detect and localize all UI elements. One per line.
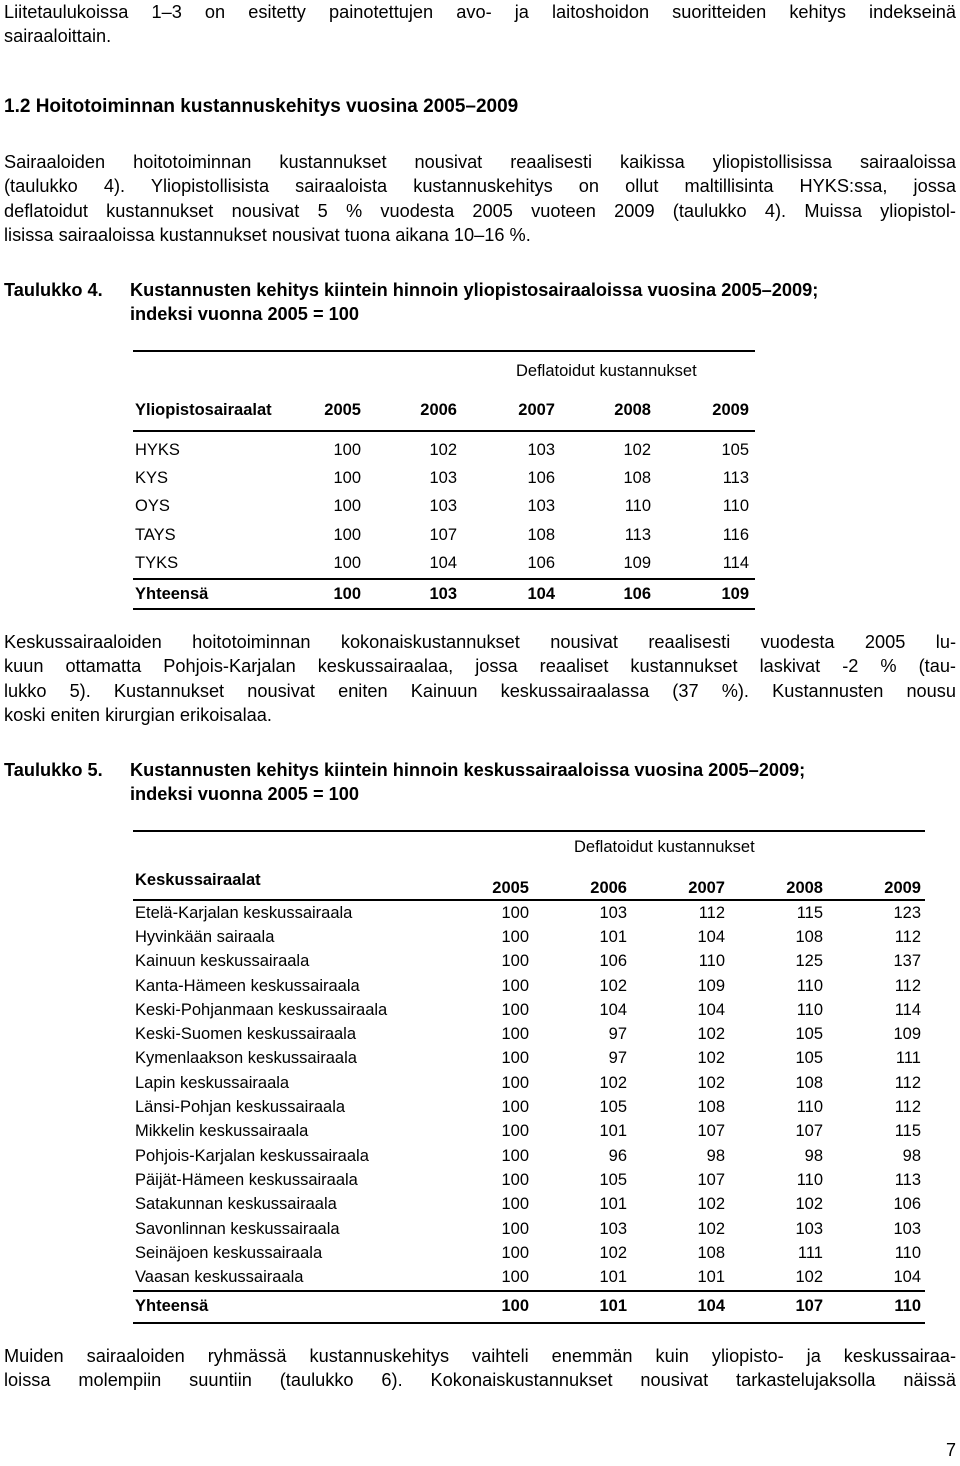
cell: 108: [623, 469, 651, 488]
cell: 100: [501, 1049, 529, 1068]
cell: 100: [501, 1219, 529, 1238]
cell: 108: [795, 927, 823, 946]
text-line: loissa molempiin suuntiin (taulukko 6). Kokonaiskustannukset nousivat tarkastelujaksolla näissä: [4, 1370, 956, 1391]
cell: 104: [697, 927, 725, 946]
cell: 105: [721, 440, 749, 459]
cell: 100: [501, 1195, 529, 1214]
cell: 100: [501, 1000, 529, 1019]
table-row: [133, 550, 755, 579]
cell: 110: [796, 1098, 823, 1117]
table5-caption-text: [130, 758, 960, 806]
cell: 111: [797, 1243, 823, 1262]
cell: 98: [706, 1146, 725, 1165]
cell: 100: [501, 1098, 529, 1117]
table-total-row: [133, 579, 755, 609]
cell: 107: [697, 1122, 725, 1141]
intro-paragraph: [4, 0, 956, 49]
cell: 101: [533, 1291, 631, 1323]
cell: 105: [795, 1049, 823, 1068]
table-row: [133, 1144, 925, 1168]
hospital-name: OYS: [135, 497, 170, 516]
year-header: 2005: [437, 862, 533, 900]
cell: 114: [722, 554, 749, 573]
year-header: 2007: [463, 390, 561, 431]
table-row: [133, 436, 755, 464]
cell: 100: [501, 1268, 529, 1287]
cell: 109: [697, 976, 725, 995]
cell: 109: [893, 1025, 921, 1044]
cell: 104: [599, 1000, 627, 1019]
table-super-header: [133, 831, 925, 862]
total-label: Yhteensä: [133, 1291, 437, 1323]
hospital-name: Keski-Pohjanmaan keskussairaala: [135, 1000, 388, 1019]
table-row: [133, 998, 925, 1022]
row-header: Yliopistosairaalat: [133, 390, 305, 431]
cell: 102: [697, 1219, 725, 1238]
cell: 100: [501, 1243, 529, 1262]
cell: 106: [527, 554, 555, 573]
cell: 102: [623, 440, 651, 459]
cell: 107: [697, 1170, 725, 1189]
table-row: [133, 521, 755, 549]
text-line: Liitetaulukoissa 1–3 on esitetty painotettujen avo- ja laitoshoidon suoritteiden kehitys indekseinä: [4, 2, 956, 22]
hospital-name: Vaasan keskussairaala: [135, 1268, 304, 1287]
table-row: [133, 1241, 925, 1265]
cell: 102: [697, 1049, 725, 1068]
cell: 110: [698, 952, 725, 971]
cell: 109: [657, 579, 755, 609]
cell: 100: [437, 1291, 533, 1323]
cell: 100: [333, 469, 361, 488]
cell: 102: [697, 1195, 725, 1214]
cell: 112: [894, 927, 921, 946]
cell: 103: [367, 579, 463, 609]
cell: 106: [599, 952, 627, 971]
caption-line: indeksi vuonna 2005 = 100: [130, 784, 359, 804]
total-label: Yhteensä: [133, 579, 305, 609]
hospital-name: Keski-Suomen keskussairaala: [135, 1025, 357, 1044]
cell: 108: [795, 1073, 823, 1092]
cell: 112: [698, 903, 725, 922]
table4-caption-label: Taulukko 4.: [4, 280, 103, 300]
cell: 97: [608, 1025, 627, 1044]
table-row: [133, 1193, 925, 1217]
year-header: 2009: [657, 390, 755, 431]
cell: 104: [631, 1291, 729, 1323]
year-header: 2009: [827, 862, 925, 900]
cell: 110: [796, 1000, 823, 1019]
cell: 107: [429, 525, 457, 544]
cell: 110: [624, 497, 651, 516]
cell: 111: [895, 1049, 921, 1068]
caption-line: Kustannusten kehitys kiintein hinnoin keskussairaaloissa vuosina 2005–2009;: [130, 760, 806, 780]
cell: 102: [599, 1243, 627, 1262]
text-line: deflatoidut kustannukset nousivat 5 % vuodesta 2005 vuoteen 2009 (taulukko 4). Muissa yliopistol-: [4, 200, 956, 221]
text-line: kuun ottamatta Pohjois-Karjalan keskussairaalaa, jossa reaaliset kustannukset laskivat -2 % (tau-: [4, 656, 956, 677]
text-line: Muiden sairaaloiden ryhmässä kustannuskehitys vaihteli enemmän kuin yliopisto- ja keskussairaa-: [4, 1346, 956, 1366]
cell: 96: [608, 1146, 627, 1165]
hospital-name: Hyvinkään sairaala: [135, 927, 275, 946]
table-header-row: [133, 390, 755, 431]
year-header: 2006: [367, 390, 463, 431]
cell: 100: [333, 554, 361, 573]
cell: 110: [894, 1243, 921, 1262]
cell: 101: [599, 1195, 627, 1214]
cell: 103: [599, 1219, 627, 1238]
cell: 100: [501, 976, 529, 995]
cell: 103: [795, 1219, 823, 1238]
year-header: 2005: [305, 390, 367, 431]
hospital-name: Kainuun keskussairaala: [135, 952, 310, 971]
hospital-name: Mikkelin keskussairaala: [135, 1122, 309, 1141]
year-header: 2008: [729, 862, 827, 900]
cell: 101: [599, 927, 627, 946]
cell: 100: [501, 903, 529, 922]
cell: 103: [429, 497, 457, 516]
table-row: [133, 925, 925, 949]
hospital-name: HYKS: [135, 440, 180, 459]
cell: 101: [697, 1268, 725, 1287]
year-header: 2008: [561, 390, 657, 431]
paragraph-3: [4, 1344, 956, 1393]
cell: 115: [894, 1122, 921, 1141]
cell: 112: [894, 1098, 921, 1117]
cell: 137: [893, 952, 921, 971]
table-row: [133, 974, 925, 998]
cell: 105: [599, 1170, 627, 1189]
hospital-name: KYS: [135, 469, 169, 488]
cell: 108: [527, 525, 555, 544]
cell: 100: [333, 440, 361, 459]
text-line: koski eniten kirurgian erikoisalaa.: [4, 705, 272, 726]
cell: 100: [501, 952, 529, 971]
cell: 103: [527, 440, 555, 459]
cell: 107: [729, 1291, 827, 1323]
table-row: [133, 1071, 925, 1095]
super-header-label: Deflatoidut kustannukset: [437, 831, 925, 862]
cell: 104: [697, 1000, 725, 1019]
table-row: [133, 1265, 925, 1290]
section-heading: 1.2 Hoitotoiminnan kustannuskehitys vuosina 2005–2009: [4, 96, 519, 117]
cell: 107: [795, 1122, 823, 1141]
table4-caption-text: [130, 278, 960, 326]
cell: 103: [527, 497, 555, 516]
cell: 113: [722, 469, 749, 488]
cell: 106: [561, 579, 657, 609]
cell: 102: [599, 976, 627, 995]
caption-line: Kustannusten kehitys kiintein hinnoin yliopistosairaaloissa vuosina 2005–2009;: [130, 280, 819, 300]
page-number: 7: [945, 1440, 956, 1460]
hospital-name: Kanta-Hämeen keskussairaala: [135, 976, 360, 995]
table-row: [133, 900, 925, 925]
super-header-label: Deflatoidut kustannukset: [305, 351, 755, 390]
paragraph-1: [4, 150, 956, 248]
cell: 102: [429, 440, 457, 459]
cell: 109: [623, 554, 651, 573]
hospital-name: Päijät-Hämeen keskussairaala: [135, 1170, 358, 1189]
cell: 108: [697, 1098, 725, 1117]
cell: 100: [501, 1025, 529, 1044]
hospital-name: Länsi-Pohjan keskussairaala: [135, 1098, 346, 1117]
cell: 113: [894, 1170, 921, 1189]
cell: 114: [894, 1000, 921, 1019]
cell: 97: [608, 1049, 627, 1068]
text-line: (taulukko 4). Yliopistollisista sairaaloista kustannuskehitys on ollut maltillisinta HYKS:ssa, jossa: [4, 176, 956, 197]
cell: 100: [501, 1073, 529, 1092]
year-header: 2007: [631, 862, 729, 900]
cell: 100: [501, 1170, 529, 1189]
table-row: [133, 1047, 925, 1071]
hospital-name: Etelä-Karjalan keskussairaala: [135, 903, 353, 922]
cell: 112: [894, 1073, 921, 1092]
row-header: Keskussairaalat: [133, 862, 437, 900]
cell: 110: [722, 497, 749, 516]
cell: 98: [902, 1146, 921, 1165]
table-row: [133, 1095, 925, 1119]
cell: 100: [333, 497, 361, 516]
cell: 100: [501, 1122, 529, 1141]
cell: 106: [527, 469, 555, 488]
cell: 103: [893, 1219, 921, 1238]
cell: 116: [722, 525, 749, 544]
table4: [133, 350, 755, 610]
table-total-row: [133, 1291, 925, 1323]
table-row: [133, 1022, 925, 1046]
table-row: [133, 1217, 925, 1241]
cell: 100: [501, 927, 529, 946]
text-line: lisissa sairaaloissa kustannukset nousivat tuona aikana 10–16 %.: [4, 225, 531, 246]
table-header-row: [133, 862, 925, 900]
hospital-name: Seinäjoen keskussairaala: [135, 1243, 323, 1262]
cell: 108: [697, 1243, 725, 1262]
cell: 100: [333, 525, 361, 544]
cell: 110: [796, 1170, 823, 1189]
cell: 104: [893, 1268, 921, 1287]
hospital-name: TYKS: [135, 554, 179, 573]
paragraph-2: [4, 630, 956, 728]
cell: 105: [599, 1098, 627, 1117]
text-line: Sairaaloiden hoitotoiminnan kustannukset nousivat reaalisesti kaikissa yliopistollisissa sairaaloissa: [4, 152, 956, 172]
cell: 115: [796, 903, 823, 922]
cell: 125: [795, 952, 823, 971]
cell: 102: [599, 1073, 627, 1092]
cell: 110: [796, 976, 823, 995]
text-line: lukko 5). Kustannukset nousivat eniten Kainuun keskussairaalassa (37 %). Kustannusten nousu: [4, 680, 956, 701]
cell: 102: [697, 1073, 725, 1092]
hospital-name: Lapin keskussairaala: [135, 1073, 290, 1092]
table-super-header: [133, 351, 755, 390]
cell: 104: [463, 579, 561, 609]
cell: 103: [429, 469, 457, 488]
table5: [133, 830, 925, 1324]
cell: 102: [795, 1195, 823, 1214]
cell: 102: [697, 1025, 725, 1044]
table5-caption-label: Taulukko 5.: [4, 760, 103, 780]
cell: 104: [429, 554, 457, 573]
cell: 101: [599, 1268, 627, 1287]
cell: 112: [894, 976, 921, 995]
hospital-name: TAYS: [135, 525, 176, 544]
table-row: [133, 1120, 925, 1144]
cell: 101: [599, 1122, 627, 1141]
cell: 105: [795, 1025, 823, 1044]
cell: 110: [827, 1291, 925, 1323]
cell: 102: [795, 1268, 823, 1287]
hospital-name: Pohjois-Karjalan keskussairaala: [135, 1146, 369, 1165]
cell: 100: [501, 1146, 529, 1165]
text-line: Keskussairaaloiden hoitotoiminnan kokonaiskustannukset nousivat reaalisesti vuodesta 2005 lu-: [4, 632, 956, 652]
cell: 106: [893, 1195, 921, 1214]
caption-line: indeksi vuonna 2005 = 100: [130, 304, 359, 324]
cell: 113: [624, 525, 651, 544]
table-row: [133, 493, 755, 521]
hospital-name: Savonlinnan keskussairaala: [135, 1219, 340, 1238]
hospital-name: Satakunnan keskussairaala: [135, 1195, 337, 1214]
cell: 98: [804, 1146, 823, 1165]
table-row: [133, 950, 925, 974]
cell: 123: [893, 903, 921, 922]
table-row: [133, 464, 755, 492]
cell: 103: [599, 903, 627, 922]
hospital-name: Kymenlaakson keskussairaala: [135, 1049, 357, 1068]
year-header: 2006: [533, 862, 631, 900]
text-line: sairaaloittain.: [4, 26, 112, 47]
table-row: [133, 1168, 925, 1192]
cell: 100: [305, 579, 367, 609]
